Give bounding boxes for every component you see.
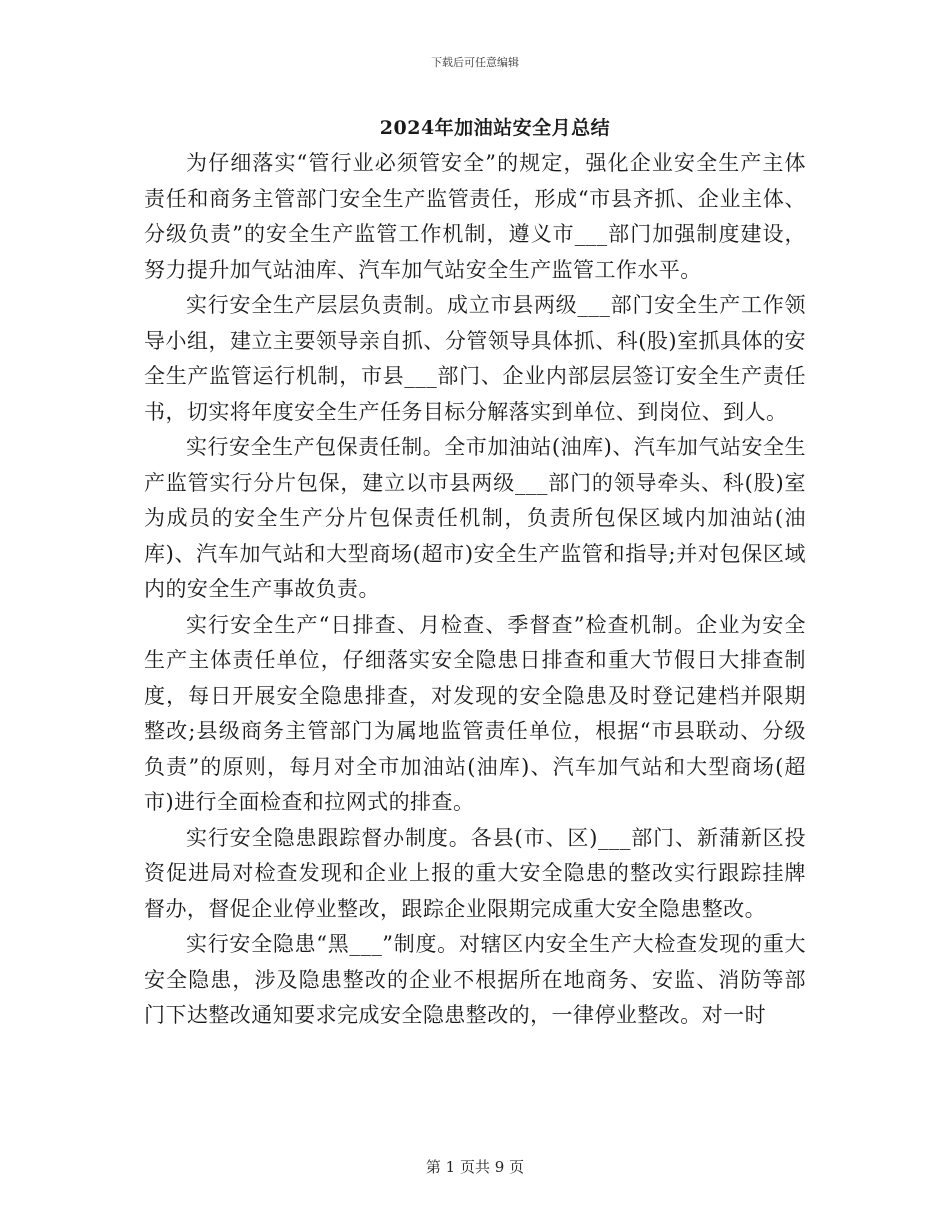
document-body xyxy=(144,146,806,1034)
page-header-note: 下载后可任意编辑 xyxy=(431,56,519,69)
paragraph-4: 实行安全生产“日排查、月检查、季督查”检查机制。企业为安全生产主体责任单位，仔细落实安全隐患日排查和重大节假日大排查制度，每日开展安全隐患排查，对发现的安全隐患及时登记建档并限期整改;县级商务主管部门为属地监管责任单位，根据“市县联动、分级负责”的原则，每月对全市加油站(油库)、汽车加气站和大型商场(超市)进行全面检查和拉网式的排查。 xyxy=(144,612,806,814)
page-number: 第 1 页共 9 页 xyxy=(425,1158,525,1176)
paragraph-6: 实行安全隐患“黑___”制度。对辖区内安全生产大检查发现的重大安全隐患，涉及隐患整改的企业不根据所在地商务、安监、消防等部门下达整改通知要求完成安全隐患整改的，一律停业整改。对一时 xyxy=(144,932,806,1027)
document-title: 2024年加油站安全月总结 xyxy=(379,117,611,139)
paragraph-3: 实行安全生产包保责任制。全市加油站(油库)、汽车加气站安全生产监管实行分片包保，建立以市县两级___部门的领导牵头、科(股)室为成员的安全生产分片包保责任机制，负责所包保区域内加油站(油库)、汽车加气站和大型商场(超市)安全生产监管和指导;并对包保区域内的安全生产事故负责。 xyxy=(144,435,806,601)
paragraph-2: 实行安全生产层层负责制。成立市县两级___部门安全生产工作领导小组，建立主要领导亲自抓、分管领导具体抓、科(股)室抓具体的安全生产监管运行机制，市县___部门、企业内部层层签订安全生产责任书，切实将年度安全生产任务目标分解落实到单位、到岗位、到人。 xyxy=(144,293,806,424)
paragraph-5: 实行安全隐患跟踪督办制度。各县(市、区)___部门、新蒲新区投资促进局对检查发现和企业上报的重大安全隐患的整改实行跟踪挂牌督办，督促企业停业整改，跟踪企业限期完成重大安全隐患整改。 xyxy=(144,825,806,921)
paragraph-1: 为仔细落实“管行业必须管安全”的规定，强化企业安全生产主体责任和商务主管部门安全生产监管责任，形成“市县齐抓、企业主体、分级负责”的安全生产监管工作机制，遵义市___部门加强制度建设，努力提升加气站油库、汽车加气站安全生产监管工作水平。 xyxy=(144,151,806,282)
